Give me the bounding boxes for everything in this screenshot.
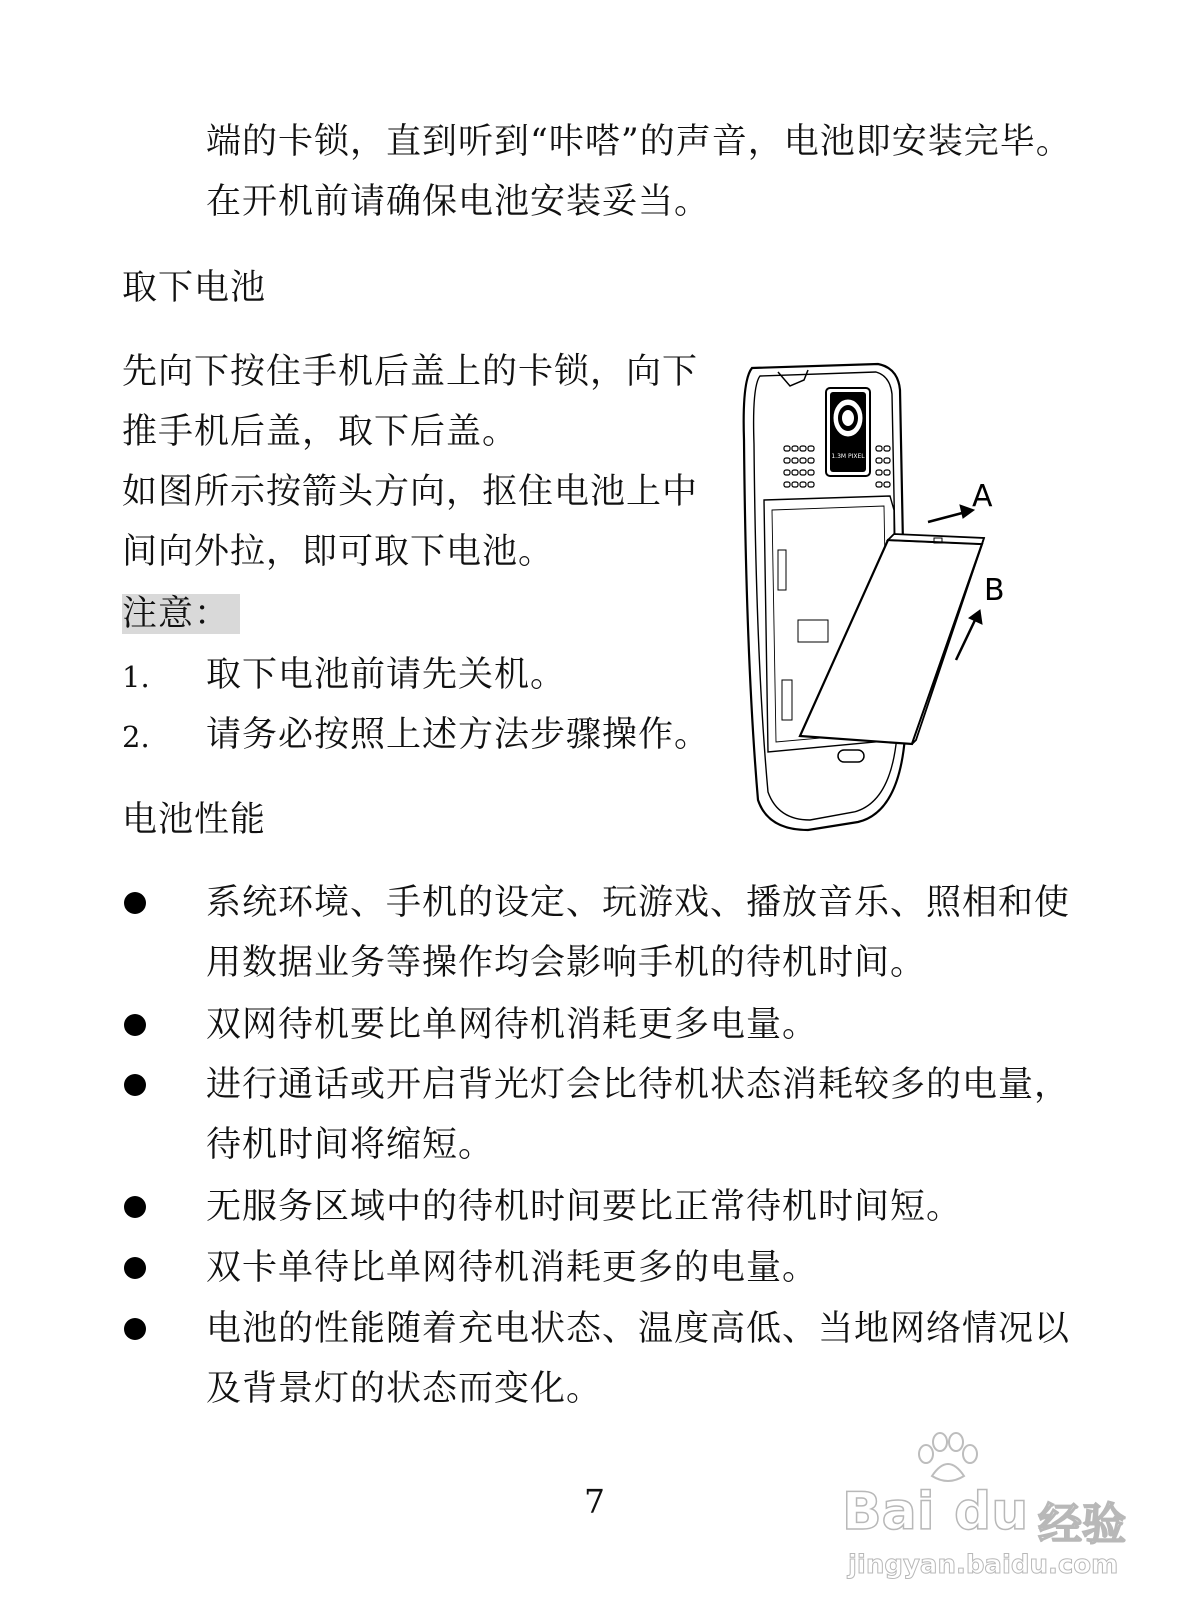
battery-performance-heading: 电池性能 <box>122 800 267 840</box>
watermark-url: jingyan.baidu.com <box>848 1550 1119 1580</box>
bullet-6-line-1: 电池的性能随着充电状态、温度高低、当地网络情况以 <box>206 1309 1071 1349</box>
label-a: A <box>972 479 993 514</box>
watermark-brand: Bai <box>842 1482 935 1542</box>
bullet-3-line-2: 待机时间将缩短。 <box>206 1125 495 1165</box>
bullet-1-line-2: 用数据业务等操作均会影响手机的待机时间。 <box>206 943 927 983</box>
intro-line-1: 端的卡锁，直到听到“咔嗒”的声音，电池即安装完毕。 <box>206 122 1072 162</box>
remove-battery-heading: 取下电池 <box>122 268 267 308</box>
bullet-4-line-1: 无服务区域中的待机时间要比正常待机时间短。 <box>206 1187 963 1227</box>
instruction-line-4: 间向外拉，即可取下电池。 <box>122 532 555 572</box>
watermark-brand-2: du <box>954 1482 1029 1542</box>
speaker-grill-left <box>784 446 814 487</box>
bullet-1-line-1: 系统环境、手机的设定、玩游戏、播放音乐、照相和使 <box>206 883 1071 923</box>
watermark-cn: 经验 <box>1038 1499 1126 1550</box>
label-b: B <box>984 573 1005 608</box>
instruction-line-3: 如图所示按箭头方向，抠住电池上中 <box>122 472 699 512</box>
bullet-icon <box>124 1257 146 1279</box>
note-number-2: 2. <box>122 720 150 754</box>
bullet-icon <box>124 1196 146 1218</box>
bullet-icon <box>124 1074 146 1096</box>
page-number: 7 <box>584 1482 605 1521</box>
arrow-b-icon <box>956 610 982 660</box>
bottom-connector <box>838 750 864 762</box>
intro-line-2: 在开机前请确保电池安装妥当。 <box>206 182 711 222</box>
paw-icon <box>912 1432 982 1484</box>
bullet-6-line-2: 及背景灯的状态而变化。 <box>206 1369 603 1409</box>
note-label-wrap <box>122 592 240 636</box>
baidu-watermark <box>842 1432 1172 1592</box>
bullet-icon <box>124 892 146 914</box>
battery-removal-figure <box>738 360 1044 835</box>
speaker-grill-right <box>876 446 890 487</box>
instruction-line-2: 推手机后盖，取下后盖。 <box>122 412 519 452</box>
note-label: 注意： <box>122 594 240 634</box>
bullet-icon <box>124 1318 146 1340</box>
instruction-line-1: 先向下按住手机后盖上的卡锁，向下 <box>122 352 699 392</box>
bullet-3-line-1: 进行通话或开启背光灯会比待机状态消耗较多的电量， <box>206 1065 1071 1105</box>
note-number-1: 1. <box>122 660 150 694</box>
arrow-a-icon <box>928 505 974 522</box>
note-text-2: 请务必按照上述方法步骤操作。 <box>206 715 711 755</box>
camera-label: 1.3M PIXEL <box>831 453 865 460</box>
bullet-2-line-1: 双网待机要比单网待机消耗更多电量。 <box>206 1005 819 1045</box>
bullet-icon <box>124 1014 146 1036</box>
note-text-1: 取下电池前请先关机。 <box>206 655 567 695</box>
bullet-5-line-1: 双卡单待比单网待机消耗更多的电量。 <box>206 1248 819 1288</box>
